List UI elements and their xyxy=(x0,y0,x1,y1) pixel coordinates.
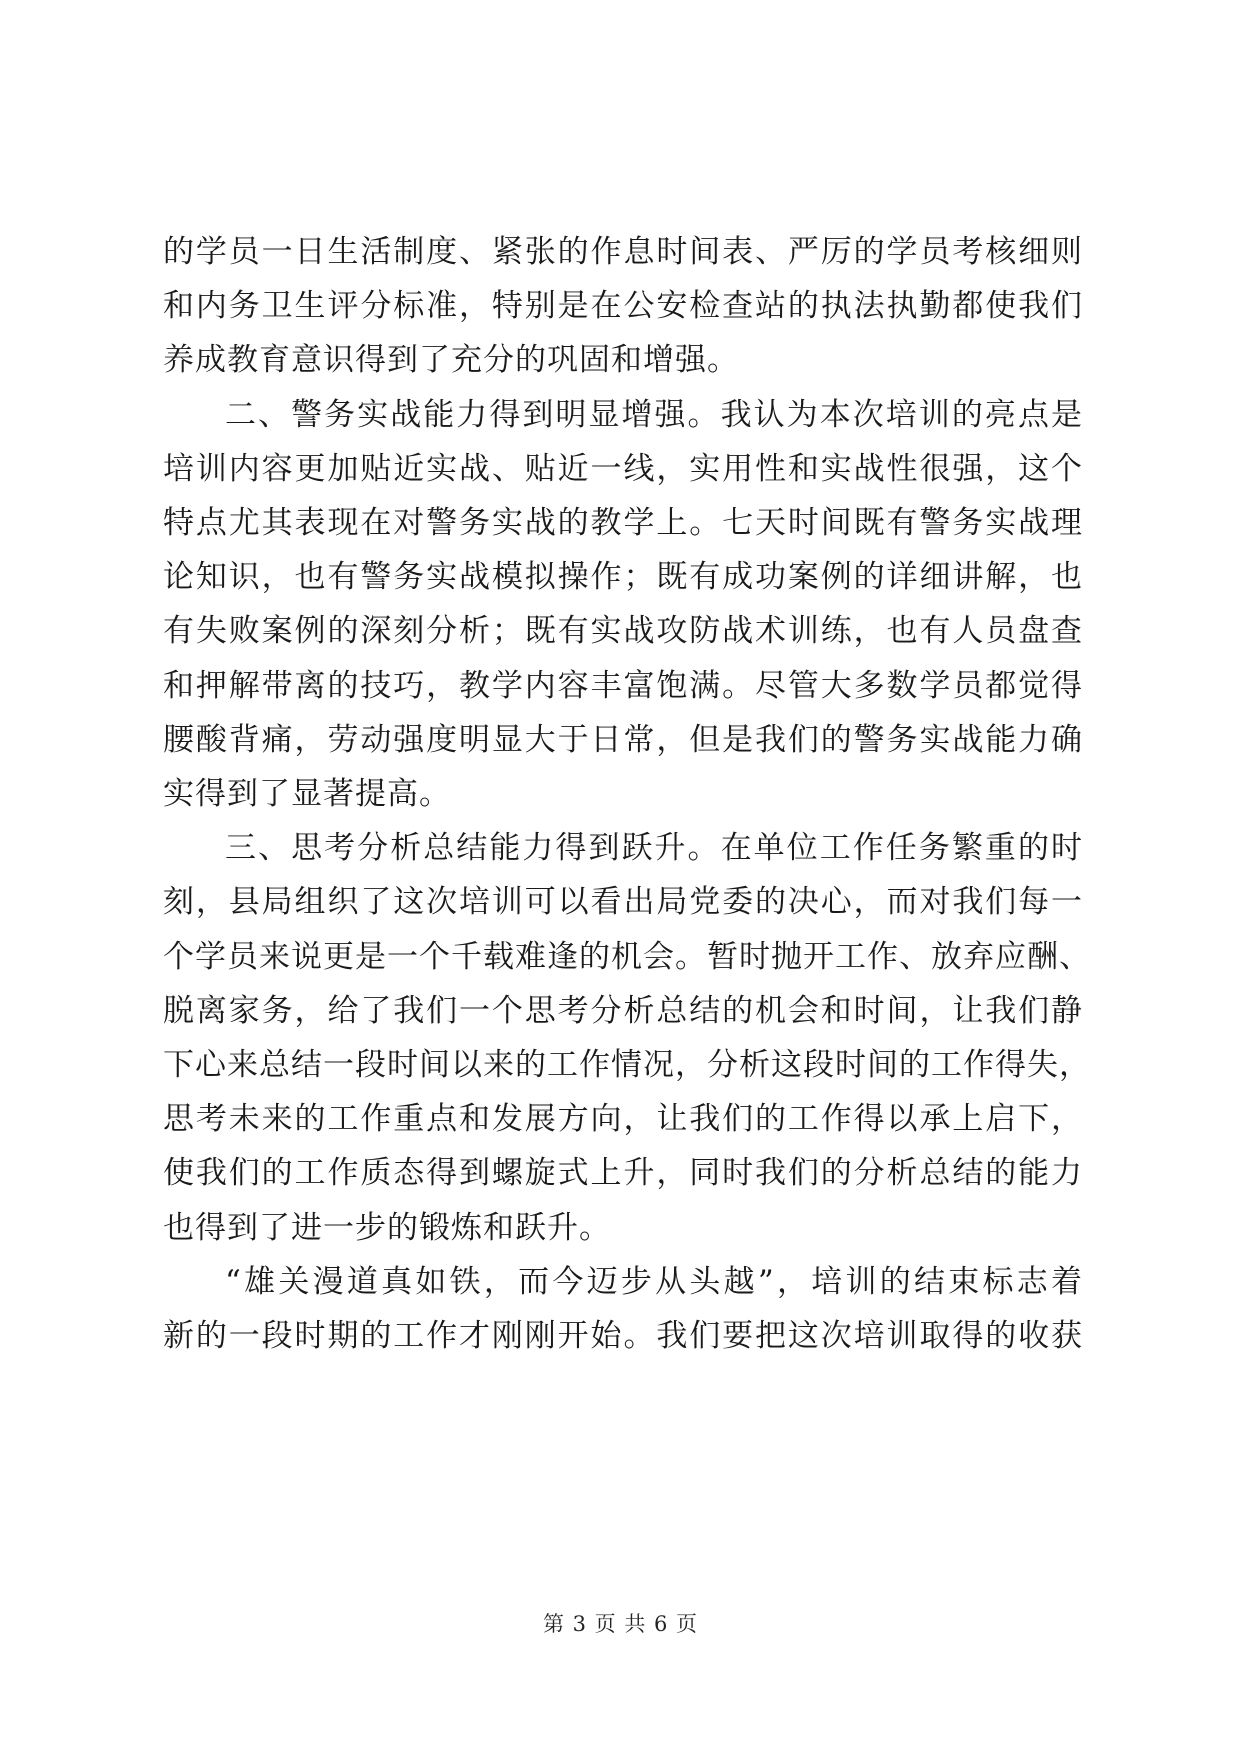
text-line: 脱离家务，给了我们一个思考分析总结的机会和时间，让我们静 xyxy=(163,992,1083,1029)
text-line: 论知识，也有警务实战模拟操作；既有成功案例的详细讲解，也 xyxy=(163,559,1083,596)
text-line: 三、思考分析总结能力得到跃升。在单位工作任务繁重的时 xyxy=(225,830,1083,867)
paragraph-1 xyxy=(163,225,1083,388)
text-line: 下心来总结一段时间以来的工作情况，分析这段时间的工作得失， xyxy=(163,1047,1091,1084)
text-line: 和押解带离的技巧，教学内容丰富饱满。尽管大多数学员都觉得 xyxy=(163,667,1083,704)
text-line: 新的一段时期的工作才刚刚开始。我们要把这次培训取得的收获 xyxy=(163,1318,1083,1355)
page-number-footer: 第 3 页 共 6 页 xyxy=(542,1612,699,1636)
text-line: 实得到了显著提高。 xyxy=(163,776,451,813)
text-line: 养成教育意识得到了充分的巩固和增强。 xyxy=(163,342,739,379)
paragraph-3 xyxy=(163,821,1091,1255)
text-line: 刻，县局组织了这次培训可以看出局党委的决心，而对我们每一 xyxy=(163,884,1083,921)
body-text xyxy=(163,225,1091,1363)
text-line: 特点尤其表现在对警务实战的教学上。七天时间既有警务实战理 xyxy=(163,505,1083,542)
text-line: 腰酸背痛，劳动强度明显大于日常，但是我们的警务实战能力确 xyxy=(163,721,1083,758)
text-line: 的学员一日生活制度、紧张的作息时间表、严厉的学员考核细则 xyxy=(163,234,1083,270)
text-line: 使我们的工作质态得到螺旋式上升，同时我们的分析总结的能力 xyxy=(163,1155,1083,1192)
text-line: 思考未来的工作重点和发展方向，让我们的工作得以承上启下， xyxy=(163,1101,1083,1138)
paragraph-4 xyxy=(163,1255,1083,1363)
text-line: 个学员来说更是一个千载难逢的机会。暂时抛开工作、放弃应酬、 xyxy=(163,938,1091,975)
text-line: 有失败案例的深刻分析；既有实战攻防战术训练，也有人员盘查 xyxy=(163,613,1083,650)
text-line: 二、警务实战能力得到明显增强。我认为本次培训的亮点是 xyxy=(225,396,1083,433)
text-line: “雄关漫道真如铁，而今迈步从头越”，培训的结束标志着 xyxy=(225,1263,1083,1300)
text-line: 和内务卫生评分标准，特别是在公安检查站的执法执勤都使我们 xyxy=(163,288,1083,325)
text-line: 也得到了进一步的锻炼和跃升。 xyxy=(163,1209,611,1246)
text-line: 培训内容更加贴近实战、贴近一线，实用性和实战性很强，这个 xyxy=(163,450,1083,487)
paragraph-2 xyxy=(163,388,1083,822)
